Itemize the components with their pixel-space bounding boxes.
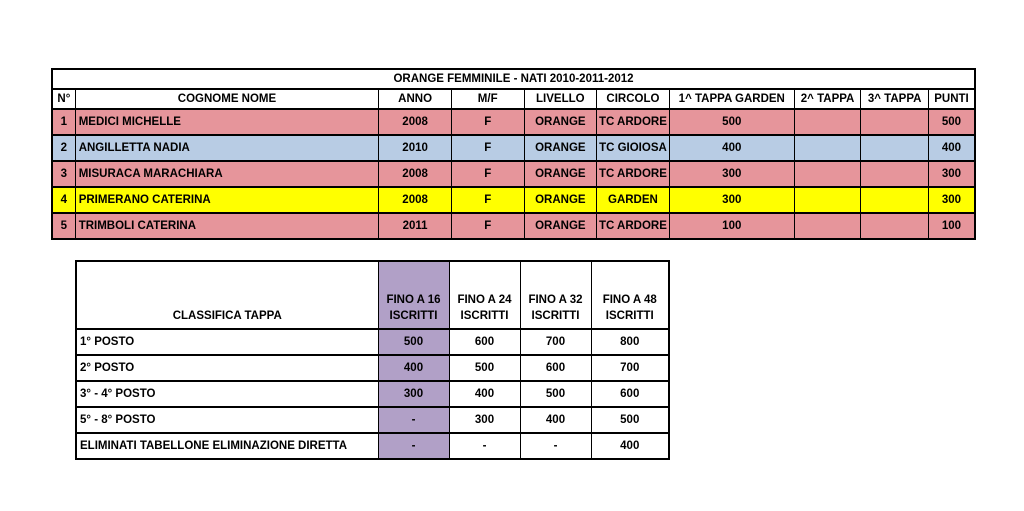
cell-sex: F: [451, 161, 524, 187]
cell-punti: 100: [928, 213, 975, 239]
header-punti: PUNTI: [928, 89, 975, 109]
cell-circolo: GARDEN: [597, 187, 670, 213]
cell-sex: F: [451, 187, 524, 213]
table-row: [52, 135, 975, 161]
cell-value: 400: [520, 407, 591, 433]
table-row: [52, 187, 975, 213]
cell-livello: ORANGE: [524, 213, 597, 239]
cell-tappa3: [861, 187, 929, 213]
header-name: COGNOME NOME: [75, 89, 379, 109]
cell-value: 700: [591, 355, 669, 381]
cell-circolo: TC ARDORE: [597, 109, 670, 135]
cell-value: 300: [449, 407, 520, 433]
cell-value: 800: [591, 329, 669, 355]
cell-livello: ORANGE: [524, 161, 597, 187]
header-tappa1: 1^ TAPPA GARDEN: [669, 89, 794, 109]
header-tappa3: 3^ TAPPA: [861, 89, 929, 109]
cell-value: 500: [449, 355, 520, 381]
cell-value: -: [449, 433, 520, 459]
cell-tappa1: 100: [669, 213, 794, 239]
header-col-16: FINO A 16 ISCRITTI: [378, 261, 449, 329]
cell-n: 1: [52, 109, 75, 135]
table-row: [52, 161, 975, 187]
row-label: 2° POSTO: [76, 355, 378, 381]
cell-value: 600: [520, 355, 591, 381]
cell-value: 500: [520, 381, 591, 407]
cell-n: 4: [52, 187, 75, 213]
table-row: [76, 407, 669, 433]
cell-value: 600: [449, 329, 520, 355]
cell-anno: 2010: [379, 135, 452, 161]
cell-name: TRIMBOLI CATERINA: [75, 213, 379, 239]
cell-tappa2: [794, 161, 861, 187]
cell-sex: F: [451, 109, 524, 135]
cell-tappa2: [794, 213, 861, 239]
row-label: 1° POSTO: [76, 329, 378, 355]
cell-sex: F: [451, 135, 524, 161]
cell-anno: 2008: [379, 161, 452, 187]
table-row: [76, 329, 669, 355]
header-anno: ANNO: [379, 89, 452, 109]
header-n: N°: [52, 89, 75, 109]
row-label: 3° - 4° POSTO: [76, 381, 378, 407]
header-col-24: FINO A 24 ISCRITTI: [449, 261, 520, 329]
table-row: [52, 213, 975, 239]
cell-value: -: [378, 407, 449, 433]
cell-circolo: TC ARDORE: [597, 213, 670, 239]
cell-punti: 300: [928, 161, 975, 187]
cell-tappa2: [794, 109, 861, 135]
cell-punti: 400: [928, 135, 975, 161]
cell-tappa2: [794, 135, 861, 161]
row-label: ELIMINATI TABELLONE ELIMINAZIONE DIRETTA: [76, 433, 378, 459]
row-label: 5° - 8° POSTO: [76, 407, 378, 433]
ranking-header-row: [52, 89, 975, 109]
cell-punti: 300: [928, 187, 975, 213]
points-header-row: [76, 261, 669, 329]
cell-tappa3: [861, 161, 929, 187]
header-tappa2: 2^ TAPPA: [794, 89, 861, 109]
table-row: [76, 381, 669, 407]
cell-tappa3: [861, 109, 929, 135]
cell-value: 400: [449, 381, 520, 407]
cell-name: MEDICI MICHELLE: [75, 109, 379, 135]
cell-value: 400: [591, 433, 669, 459]
header-classifica-tappa: CLASSIFICA TAPPA: [76, 261, 378, 329]
cell-value: 700: [520, 329, 591, 355]
ranking-table: [51, 68, 976, 240]
cell-tappa1: 300: [669, 187, 794, 213]
cell-circolo: TC ARDORE: [597, 161, 670, 187]
cell-n: 3: [52, 161, 75, 187]
cell-livello: ORANGE: [524, 135, 597, 161]
cell-sex: F: [451, 213, 524, 239]
cell-circolo: TC GIOIOSA: [597, 135, 670, 161]
cell-tappa1: 500: [669, 109, 794, 135]
cell-n: 2: [52, 135, 75, 161]
cell-tappa1: 300: [669, 161, 794, 187]
points-table: [75, 260, 670, 460]
cell-value: 600: [591, 381, 669, 407]
cell-livello: ORANGE: [524, 109, 597, 135]
cell-anno: 2008: [379, 109, 452, 135]
header-livello: LIVELLO: [524, 89, 597, 109]
cell-anno: 2011: [379, 213, 452, 239]
table-row: [76, 355, 669, 381]
cell-name: ANGILLETTA NADIA: [75, 135, 379, 161]
cell-name: MISURACA MARACHIARA: [75, 161, 379, 187]
cell-tappa2: [794, 187, 861, 213]
header-circolo: CIRCOLO: [597, 89, 670, 109]
cell-name: PRIMERANO CATERINA: [75, 187, 379, 213]
cell-value: 500: [378, 329, 449, 355]
cell-anno: 2008: [379, 187, 452, 213]
table-row: [76, 433, 669, 459]
header-col-32: FINO A 32 ISCRITTI: [520, 261, 591, 329]
table-row: [52, 109, 975, 135]
cell-tappa3: [861, 135, 929, 161]
cell-value: -: [520, 433, 591, 459]
cell-tappa3: [861, 213, 929, 239]
cell-n: 5: [52, 213, 75, 239]
ranking-title: ORANGE FEMMINILE - NATI 2010-2011-2012: [52, 69, 975, 89]
cell-value: 300: [378, 381, 449, 407]
header-sex: M/F: [451, 89, 524, 109]
cell-livello: ORANGE: [524, 187, 597, 213]
cell-tappa1: 400: [669, 135, 794, 161]
cell-value: -: [378, 433, 449, 459]
header-col-48: FINO A 48 ISCRITTI: [591, 261, 669, 329]
cell-value: 400: [378, 355, 449, 381]
cell-punti: 500: [928, 109, 975, 135]
cell-value: 500: [591, 407, 669, 433]
